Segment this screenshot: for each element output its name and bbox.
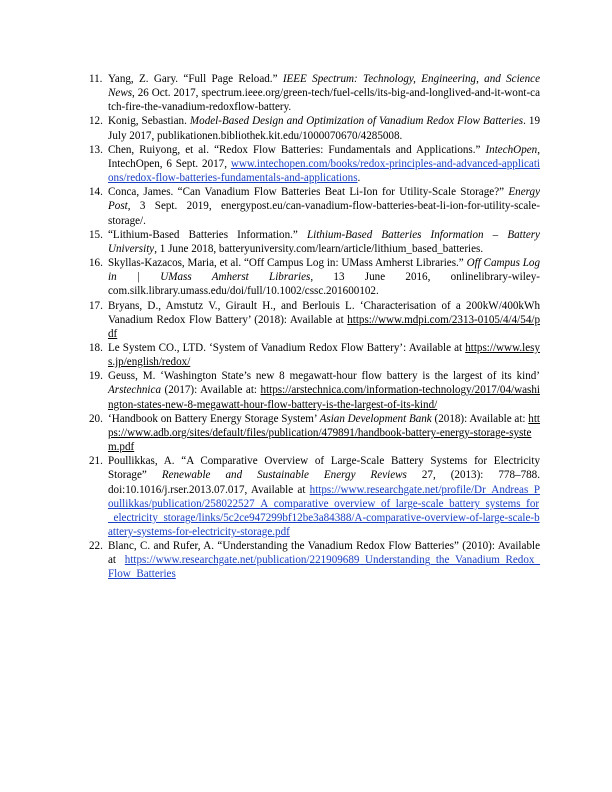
reference-number: 15.: [89, 228, 103, 241]
reference-item: [90, 412, 540, 454]
reference-item: [90, 72, 540, 114]
reference-item: [90, 114, 540, 142]
reference-text: Skyllas-Kazacos, Maria, et al. “Off Campus Log in: UMass Amherst Libraries.”: [108, 257, 467, 270]
reference-text: ‘Handbook on Battery Energy Storage System’: [108, 412, 320, 425]
reference-item: [90, 539, 540, 581]
reference-item: [90, 341, 540, 369]
reference-link[interactable]: https://www.researchgate.net/publication/221909689_Understanding_the_Vanadium_Redox_Flow_Batteries: [108, 554, 540, 581]
reference-number: 19.: [89, 370, 103, 383]
reference-journal: IEEE Spectrum: Technology, Engineering, and Science News: [108, 73, 540, 100]
reference-text: Chen, Ruiyong, et al. “Redox Flow Batteries: Fundamentals and Applications.”: [108, 143, 486, 156]
reference-text-tail: , 26 Oct. 2017, spectrum.ieee.org/green-tech/fuel-cells/its-big-and-longlived-and-it-wont-catch-fire-the-vanadium-redoxflow-battery.: [108, 87, 540, 114]
reference-journal: Model-Based Design and Optimization of Vanadium Redox Flow Batteries: [189, 115, 524, 128]
reference-text: Blanc, C. and Rufer, A. “Understanding the Vanadium Redox Flow Batteries” (2010): Available at: [108, 540, 540, 567]
reference-link[interactable]: https://www.lesys.jp/english/redox/: [108, 341, 540, 369]
reference-journal: Arstechnica: [108, 384, 161, 397]
reference-journal: IntechOpen: [485, 143, 538, 156]
reference-journal: Renewable and Sustainable Energy Reviews: [161, 469, 407, 482]
reference-number: 12.: [89, 115, 103, 128]
reference-text-tail: , 1 June 2018, batteryuniversity.com/learn/article/lithium_based_batteries.: [154, 242, 484, 255]
reference-number: 11.: [89, 73, 103, 85]
reference-item: [90, 369, 540, 411]
reference-text-tail: (2017): Available at:: [161, 384, 261, 397]
reference-item: [90, 228, 540, 256]
reference-link[interactable]: https://arstechnica.com/information-technology/2017/04/washington-states-new-8-megawatt-hour-flow-battery-is-the-largest-of-its-kind/: [108, 384, 540, 411]
reference-number: 21.: [89, 455, 103, 468]
reference-number: 14.: [89, 186, 103, 199]
reference-text-tail: , 13 June 2016, onlinelibrary-wiley-com.silk.library.umass.edu/doi/full/10.1002/cssc.201600102.: [108, 271, 540, 298]
reference-number: 13.: [89, 143, 103, 156]
reference-text: Geuss, M. ‘Washington State’s new 8 megawatt-hour flow battery is the largest of its kind’: [108, 370, 540, 383]
reference-number: 20.: [89, 412, 103, 425]
reference-item: [90, 185, 540, 227]
reference-number: 22.: [89, 540, 103, 553]
reference-text-tail: , 3 Sept. 2019, energypost.eu/can-vanadium-flow-batteries-beat-li-ion-for-utility-scale-storage/.: [108, 200, 540, 227]
reference-text: “Lithium-Based Batteries Information.”: [108, 228, 307, 241]
reference-text: Poullikkas, A. “A Comparative Overview of Large-Scale Battery Systems for Electricity Storage”: [108, 455, 540, 482]
reference-text: Konig, Sebastian.: [108, 115, 190, 128]
reference-journal: Off Campus Log in | UMass Amherst Libraries: [108, 257, 540, 284]
reference-link[interactable]: https://www.mdpi.com/2313-0105/4/4/54/pdf: [108, 313, 540, 340]
reference-number: 17.: [89, 299, 103, 312]
reference-item: [90, 256, 540, 298]
reference-text: Conca, James. “Can Vanadium Flow Batteries Beat Li-Ion for Utility-Scale Storage?”: [108, 186, 509, 199]
reference-text-tail: 27, (2013): 778–788. doi:10.1016/j.rser.2013.07.017, Available at: [108, 469, 540, 496]
reference-list: [90, 72, 540, 582]
reference-item: [90, 454, 540, 539]
reference-text-tail: , IntechOpen, 6 Sept. 2017,: [108, 143, 540, 170]
reference-number: 16.: [89, 257, 103, 270]
reference-text-tail: (2018): Available at:: [431, 412, 529, 425]
reference-text: Bryans, D., Amstutz V., Girault H., and Berlouis L. ‘Characterisation of a 200kW/400kWh Vanadium Redox Flow Battery’ (2018): Available at: [108, 299, 540, 326]
reference-link[interactable]: www.intechopen.com/books/redox-principles-and-advanced-applications/redox-flow-batteries-fundamentals-and-applications: [108, 157, 540, 185]
reference-tail-punct: .: [357, 172, 361, 185]
reference-journal: Energy Post: [108, 186, 540, 213]
reference-number: 18.: [89, 341, 103, 354]
reference-link[interactable]: https://www.adb.org/sites/default/files/publication/479891/handbook-battery-energy-storage-system.pdf: [108, 412, 541, 454]
reference-journal: Lithium-Based Batteries Information – Battery University: [108, 228, 540, 255]
reference-link[interactable]: https://www.researchgate.net/profile/Dr_Andreas_Poullikkas/publication/258022527_A_comparative_overview_of_large-scale_battery_systems_for_electricity_storage/links/5c2ce947299bf12be3a84388/A-comparative-overview-of-large-scale-battery-systems-for-electricity-storage.pdf: [108, 483, 540, 538]
reference-item: [90, 299, 540, 341]
reference-journal: Asian Development Bank: [319, 412, 432, 425]
reference-text: Le System CO., LTD. ‘System of Vanadium Redox Flow Battery’: Available at: [108, 341, 466, 354]
reference-text-tail: . 19 July 2017, publikationen.bibliothek.kit.edu/1000070670/4285008.: [108, 115, 540, 142]
reference-item: [90, 143, 540, 185]
reference-text: Yang, Z. Gary. “Full Page Reload.”: [108, 73, 283, 85]
